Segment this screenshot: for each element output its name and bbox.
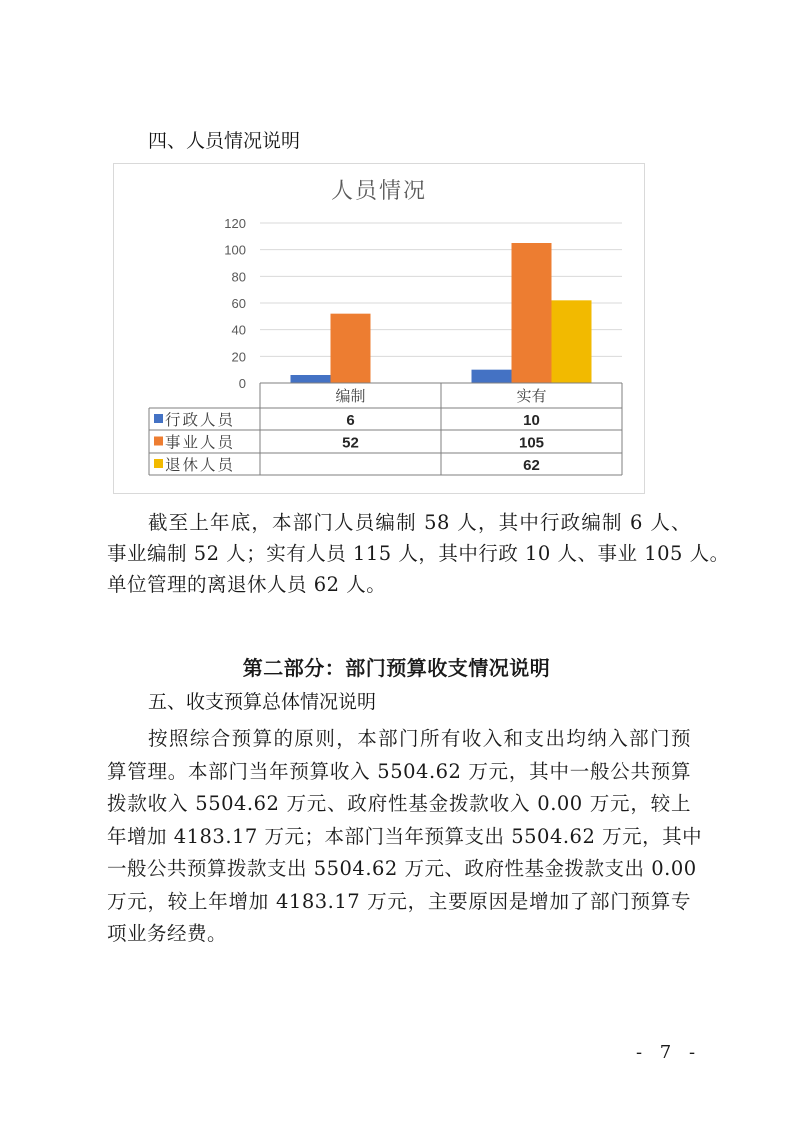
body-line: 一般公共预算拨款支出 5504.62 万元、政府性基金拨款支出 0.00: [107, 857, 697, 880]
legend-label: 行政人员: [165, 412, 236, 429]
data-value-label: 105: [518, 434, 545, 452]
body-line: 单位管理的离退休人员 62 人。: [107, 573, 387, 596]
body-line: 项业务经费。: [107, 922, 228, 945]
body-line: 按照综合预算的原则，本部门所有收入和支出均纳入部门预: [148, 727, 691, 750]
category-label: 实有: [516, 388, 547, 405]
body-line: 年增加 4183.17 万元；本部门当年预算支出 5504.62 万元，其中: [107, 824, 703, 848]
bar-0-0: [291, 375, 331, 383]
body-line: 万元，较上年增加 4183.17 万元，主要原因是增加了部门预算专: [107, 889, 691, 913]
body-line: 截至上年底，本部门人员编制 58 人，其中行政编制 6 人、: [148, 511, 691, 534]
data-value-label: 62: [523, 457, 540, 474]
body-line: 拨款收入 5504.62 万元、政府性基金拨款收入 0.00 万元，较上: [107, 792, 691, 815]
chart-title: 人员情况: [330, 179, 427, 204]
y-tick-label: 80: [231, 269, 246, 285]
data-value-label: 52: [342, 434, 359, 452]
legend-swatch: [154, 414, 163, 423]
legend-label: 事业人员: [165, 434, 236, 452]
category-label: 编制: [335, 388, 366, 405]
y-tick-label: 0: [238, 376, 246, 391]
bar-1-0: [331, 314, 371, 383]
bar-0-1: [472, 370, 512, 383]
y-tick-label: 20: [231, 349, 246, 365]
legend-swatch: [154, 459, 163, 468]
y-tick-label: 120: [224, 216, 246, 231]
section-heading-budget: 五、收支预算总体情况说明: [148, 691, 377, 713]
y-tick-label: 100: [224, 242, 246, 258]
body-line: 算管理。本部门当年预算收入 5504.62 万元，其中一般公共预算: [107, 759, 691, 783]
legend-label: 退休人员: [165, 457, 236, 474]
part-title: 第二部分：部门预算收支情况说明: [242, 656, 551, 680]
data-value-label: 6: [346, 412, 355, 429]
y-tick-label: 60: [231, 296, 246, 311]
bar-1-1: [512, 243, 552, 383]
bar-2-1: [552, 300, 592, 383]
chart-svg: [114, 164, 644, 493]
personnel-chart: [113, 163, 645, 494]
section-heading-personnel: 四、人员情况说明: [148, 130, 301, 152]
legend-swatch: [154, 437, 163, 446]
y-tick-label: 40: [231, 322, 246, 338]
body-line: 事业编制 52 人；实有人员 115 人，其中行政 10 人、事业 105 人。: [107, 542, 730, 565]
page-number: - 7 -: [636, 1042, 702, 1063]
data-value-label: 10: [523, 412, 540, 429]
